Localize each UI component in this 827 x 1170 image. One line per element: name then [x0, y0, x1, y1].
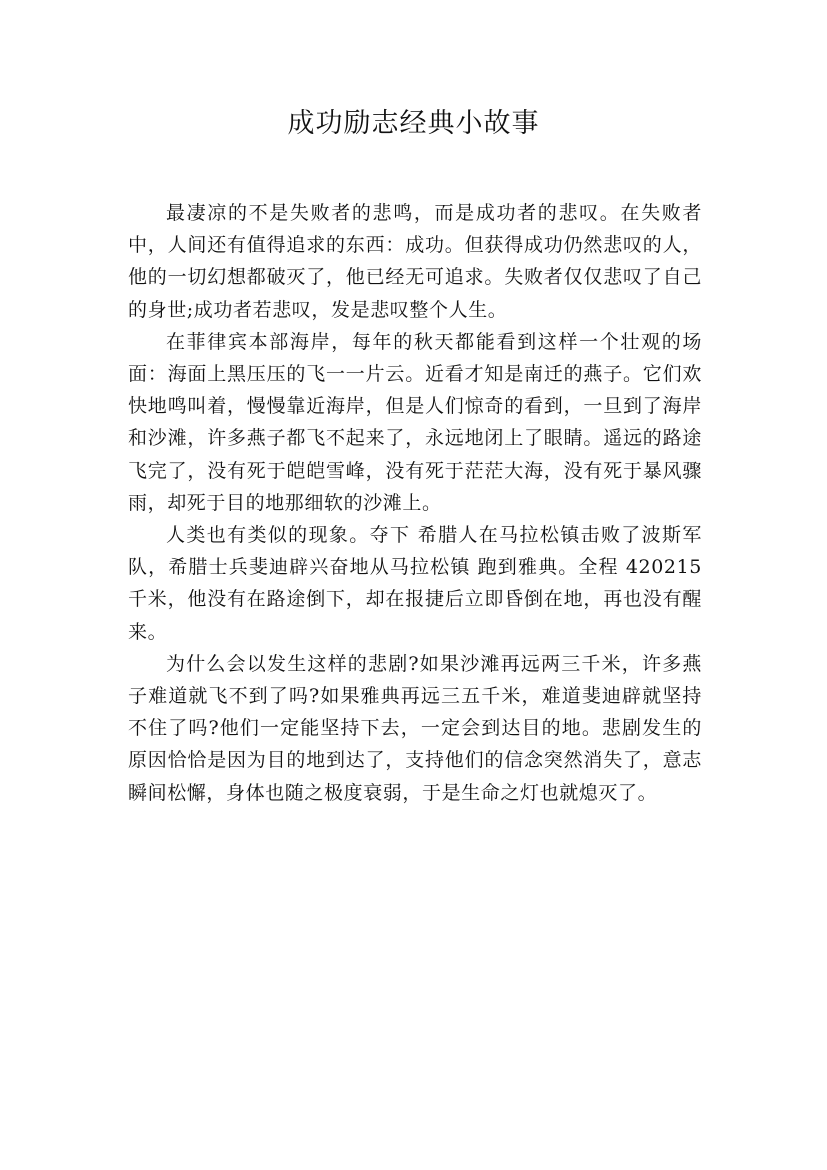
- document-title: 成功励志经典小故事: [287, 108, 540, 139]
- document-body: [128, 197, 702, 809]
- paragraph: 为什么会以发生这样的悲剧?如果沙滩再远两三千米，许多燕子难道就飞不到了吗?如果雅典再远三五千米，难道斐迪辟就坚持不住了吗?他们一定能坚持下去，一定会到达目的地。悲剧发生的原因恰恰是因为目的地到达了，支持他们的信念突然消失了，意志瞬间松懈，身体也随之极度衰弱，于是生命之灯也就熄灭了。: [128, 652, 702, 804]
- paragraph: 人类也有类似的现象。夺下 希腊人在马拉松镇击败了波斯军队，希腊士兵斐迪辟兴奋地从马拉松镇 跑到雅典。全程 420215 千米，他没有在路途倒下，却在报捷后立即昏倒在地，再也没有醒来。: [128, 524, 702, 643]
- paragraph: 最凄凉的不是失败者的悲鸣，而是成功者的悲叹。在失败者中，人间还有值得追求的东西：成功。但获得成功仍然悲叹的人，他的一切幻想都破灭了，他已经无可追求。失败者仅仅悲叹了自己的身世;成功者若悲叹，发是悲叹整个人生。: [128, 202, 702, 321]
- paragraph: 在菲律宾本部海岸，每年的秋天都能看到这样一个壮观的场面：海面上黑压压的飞一一片云。近看才知是南迁的燕子。它们欢快地鸣叫着，慢慢靠近海岸，但是人们惊奇的看到，一旦到了海岸和沙滩，许多燕子都飞不起来了，永远地闭上了眼睛。遥远的路途飞完了，没有死于皑皑雪峰，没有死于茫茫大海，没有死于暴风骤雨，却死于目的地那细软的沙滩上。: [128, 330, 702, 514]
